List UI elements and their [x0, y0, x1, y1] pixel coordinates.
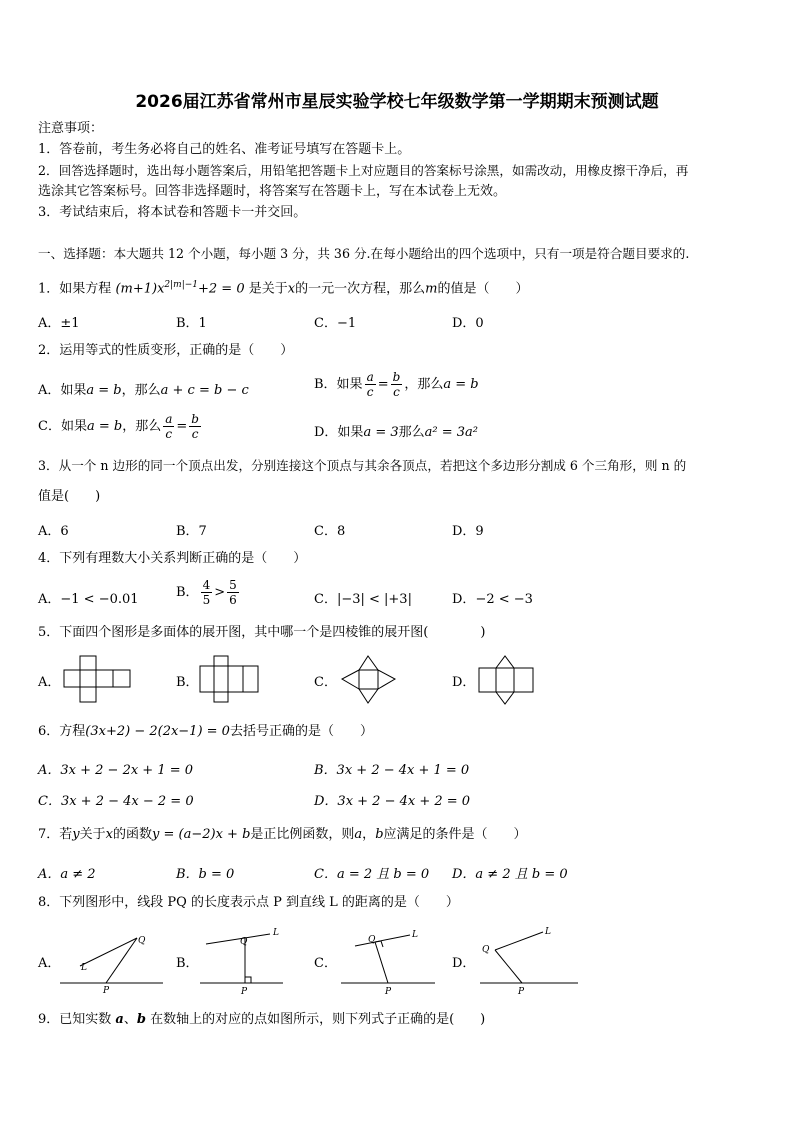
q8-option-c-label[interactable]: C．	[314, 956, 337, 971]
q5-option-a-label[interactable]: A．	[38, 675, 61, 690]
q2-b-frac-a-num: a	[366, 370, 374, 384]
q2-c-cond: a = b	[86, 419, 123, 434]
q3-option-d[interactable]: D．9	[452, 524, 484, 539]
q4-option-b[interactable]	[176, 578, 241, 607]
q1-option-a[interactable]: A．±1	[38, 316, 80, 331]
q8-figure-d	[478, 924, 582, 996]
q8-figure-b	[198, 924, 288, 996]
q7-pre: 7．若	[38, 827, 73, 842]
q2-b-label: B．如果	[314, 377, 363, 392]
q4-a-label: A．	[38, 592, 61, 607]
q5-net-d	[476, 654, 536, 706]
q2-b-eq: =	[377, 377, 389, 392]
q8-c-label-p: P	[385, 987, 392, 996]
question-7	[38, 825, 527, 845]
q1-option-c[interactable]: C．−1	[314, 316, 357, 331]
q2-d-result: a² = 3a²	[424, 425, 478, 440]
q4-b-frac-2-num: 5	[229, 578, 237, 592]
q2-c-eq: =	[176, 419, 188, 434]
q4-c-label: C．	[314, 592, 337, 607]
q7-mid2: 的函数	[113, 827, 153, 842]
q2-b-frac-a-den: c	[366, 385, 374, 399]
question-9	[38, 1010, 485, 1030]
q2-b-frac-b	[391, 370, 403, 399]
q1-var-m: m	[425, 281, 438, 297]
q2-c-frac-a-den: c	[165, 427, 173, 441]
q1-pre: 如果方程	[59, 281, 112, 297]
q8-figure-c	[338, 924, 438, 996]
q2-c-label: C．如果	[38, 419, 87, 434]
q9-var-b: b	[136, 1012, 146, 1027]
q1-var-x: x	[287, 281, 296, 297]
q4-d-expr: −2 < −3	[475, 592, 533, 607]
q4-b-frac-1-num: 4	[202, 578, 211, 592]
q8-b-label-l: L	[273, 928, 279, 938]
q1-option-b[interactable]: B．1	[176, 316, 207, 331]
q2-c-frac-a	[163, 412, 174, 441]
q7-var-b: b	[375, 827, 384, 842]
q8-d-label-p: P	[518, 987, 525, 996]
q2-d-label: D．如果	[314, 425, 364, 440]
q9-post: 在数轴上的对应的点如图所示，则下列式子正确的是( )	[145, 1012, 486, 1027]
q4-c-expr: |−3| < |+3|	[336, 592, 412, 607]
q1-expr-tail: +2 = 0	[198, 281, 245, 297]
q4-option-d[interactable]	[452, 588, 533, 607]
q7-var-a: a	[354, 827, 363, 842]
q6-post: 去括号正确的是（ ）	[229, 724, 373, 739]
q8-b-label-q: Q	[240, 937, 248, 947]
notice-heading: 注意事项：	[38, 121, 104, 136]
q9-var-a: a	[115, 1012, 124, 1027]
q7-option-d[interactable]: D．a ≠ 2 且 b = 0	[452, 867, 568, 882]
q5-stem: 5．下面四个图形是多面体的展开图，其中哪一个是四棱锥的展开图( )	[38, 625, 486, 640]
q8-c-label-q: Q	[368, 935, 376, 945]
q8-b-label-p: P	[241, 987, 248, 996]
q8-option-a-label[interactable]: A．	[38, 956, 61, 971]
q5-option-d-label[interactable]: D．	[452, 675, 476, 690]
q2-c-frac-b-den: c	[191, 427, 199, 441]
q2-option-c[interactable]	[38, 412, 203, 441]
q2-stem: 2．运用等式的性质变形，正确的是（ ）	[38, 343, 294, 358]
q2-c-frac-b-num: b	[191, 412, 199, 426]
q4-b-frac-1	[201, 578, 213, 607]
notice-item-2: 2．回答选择题时，选出每小题答案后，用铅笔把答题卡上对应题目的答案标号涂黑，如需改动，用橡皮擦干净后，再	[38, 163, 689, 178]
q6-option-c[interactable]: C．3x + 2 − 4x − 2 = 0	[38, 794, 194, 809]
q2-a-cond: a = b	[86, 383, 122, 398]
q7-var-y: y	[72, 827, 80, 842]
q4-b-op: >	[214, 585, 226, 600]
q3-option-b[interactable]: B．7	[176, 524, 207, 539]
q1-expr: (m+1)x	[115, 281, 165, 297]
q7-post: 是正比例函数，则	[250, 827, 355, 842]
q5-option-b-label[interactable]: B．	[176, 675, 199, 690]
q2-b-frac-b-den: c	[393, 385, 400, 399]
q5-net-a	[62, 654, 132, 706]
q7-end: 应满足的条件是（ ）	[383, 827, 527, 842]
q6-expr: (3x+2) − 2(2x−1) = 0	[85, 724, 230, 739]
q4-a-expr: −1 < −0.01	[60, 592, 139, 607]
q2-c-frac-a-num: a	[165, 412, 173, 426]
notice-item-1: 1．答卷前，考生务必将自己的姓名、准考证号填写在答题卡上。	[38, 142, 411, 157]
q2-c-mid: ，那么	[122, 419, 162, 434]
exam-title: 2026届江苏省常州市星辰实验学校七年级数学第一学期期末预测试题	[135, 92, 659, 112]
q2-b-frac-a	[365, 370, 376, 399]
q1-exponent: 2|m|−1	[164, 280, 198, 290]
q2-a-label: A．如果	[38, 383, 87, 398]
q8-a-label-l: L	[81, 963, 87, 973]
q4-option-c[interactable]	[314, 588, 412, 607]
q2-c-frac-b	[189, 412, 201, 441]
q1-mid2: 的一元一次方程，那么	[295, 281, 426, 297]
q3-stem-line2: 值是( )	[38, 489, 101, 504]
notice-item-3: 3．考试结束后，将本试卷和答题卡一并交回。	[38, 205, 307, 220]
q9-sep: 、	[123, 1012, 137, 1027]
q4-stem: 4．下列有理数大小关系判断正确的是（ ）	[38, 551, 307, 566]
q8-d-label-q: Q	[482, 945, 490, 955]
q2-b-result: a = b	[443, 377, 479, 392]
q2-option-a[interactable]	[38, 379, 249, 398]
q6-pre: 6．方程	[38, 724, 86, 739]
q8-option-d-label[interactable]: D．	[452, 956, 476, 971]
q7-mid: 关于	[79, 827, 106, 842]
q9-pre: 9．已知实数	[38, 1012, 116, 1027]
q2-d-cond: a = 3	[363, 425, 399, 440]
q6-option-a[interactable]: A．3x + 2 − 2x + 1 = 0	[38, 763, 194, 778]
q7-option-a[interactable]: A．a ≠ 2	[38, 867, 96, 882]
q1-option-d[interactable]: D．0	[452, 316, 484, 331]
q4-d-label: D．	[452, 592, 476, 607]
q7-option-c[interactable]: C．a = 2 且 b = 0	[314, 867, 430, 882]
q7-option-b[interactable]: B．b = 0	[176, 867, 235, 882]
q2-d-mid: 那么	[398, 425, 425, 440]
question-6	[38, 722, 373, 742]
q1-number: 1．	[38, 281, 60, 297]
q8-option-b-label[interactable]: B．	[176, 956, 199, 971]
q5-net-b	[198, 654, 262, 706]
q8-a-label-p: P	[103, 986, 110, 996]
q1-mid: 是关于	[248, 281, 288, 297]
q6-option-d[interactable]: D．3x + 2 − 4x + 2 = 0	[314, 794, 471, 809]
question-1	[38, 275, 528, 299]
q8-c-label-l: L	[412, 930, 418, 940]
q3-stem-line1: 3．从一个 n 边形的同一个顶点出发，分别连接这个顶点与其余各顶点，若把这个多边形分割成 6 个三角形，则 n 的	[38, 458, 687, 473]
q5-net-c	[340, 654, 398, 706]
q7-expr: y = (a−2)x + b	[152, 827, 251, 842]
section-heading: 一、选择题：本大题共 12 个小题，每小题 3 分，共 36 分.在每小题给出的四个选项中，只有一项是符合题目要求的.	[38, 246, 690, 261]
q1-end: 的值是（ ）	[437, 281, 529, 297]
q2-a-mid: ，那么	[121, 383, 161, 398]
q8-stem: 8．下列图形中，线段 PQ 的长度表示点 P 到直线 L 的距离的是（ ）	[38, 895, 459, 910]
q4-option-a[interactable]	[38, 588, 139, 607]
q2-option-d[interactable]	[314, 421, 478, 440]
q4-b-frac-2	[227, 578, 239, 607]
q7-var-x: x	[105, 827, 113, 842]
q2-b-mid: ，那么	[404, 377, 444, 392]
q2-b-frac-b-num: b	[392, 370, 401, 384]
q3-option-c[interactable]: C．8	[314, 524, 346, 539]
notice-item-2-cont: 选涂其它答案标号。回答非选择题时，将答案写在答题卡上，写在本试卷上无效。	[38, 184, 507, 199]
q4-b-frac-1-den: 5	[202, 593, 211, 607]
q4-b-frac-2-den: 6	[229, 593, 237, 607]
q8-d-label-l: L	[545, 927, 551, 937]
q6-option-b[interactable]: B．3x + 2 − 4x + 1 = 0	[314, 763, 470, 778]
q5-option-c-label[interactable]: C．	[314, 675, 337, 690]
q7-comma: ，	[362, 827, 376, 842]
q2-option-b[interactable]	[314, 370, 479, 399]
q8-figure-a	[58, 926, 166, 996]
q4-b-label: B．	[176, 585, 199, 600]
q8-a-label-q: Q	[138, 936, 146, 946]
q2-a-result: a + c = b − c	[160, 383, 249, 398]
q3-option-a[interactable]: A．6	[38, 524, 69, 539]
